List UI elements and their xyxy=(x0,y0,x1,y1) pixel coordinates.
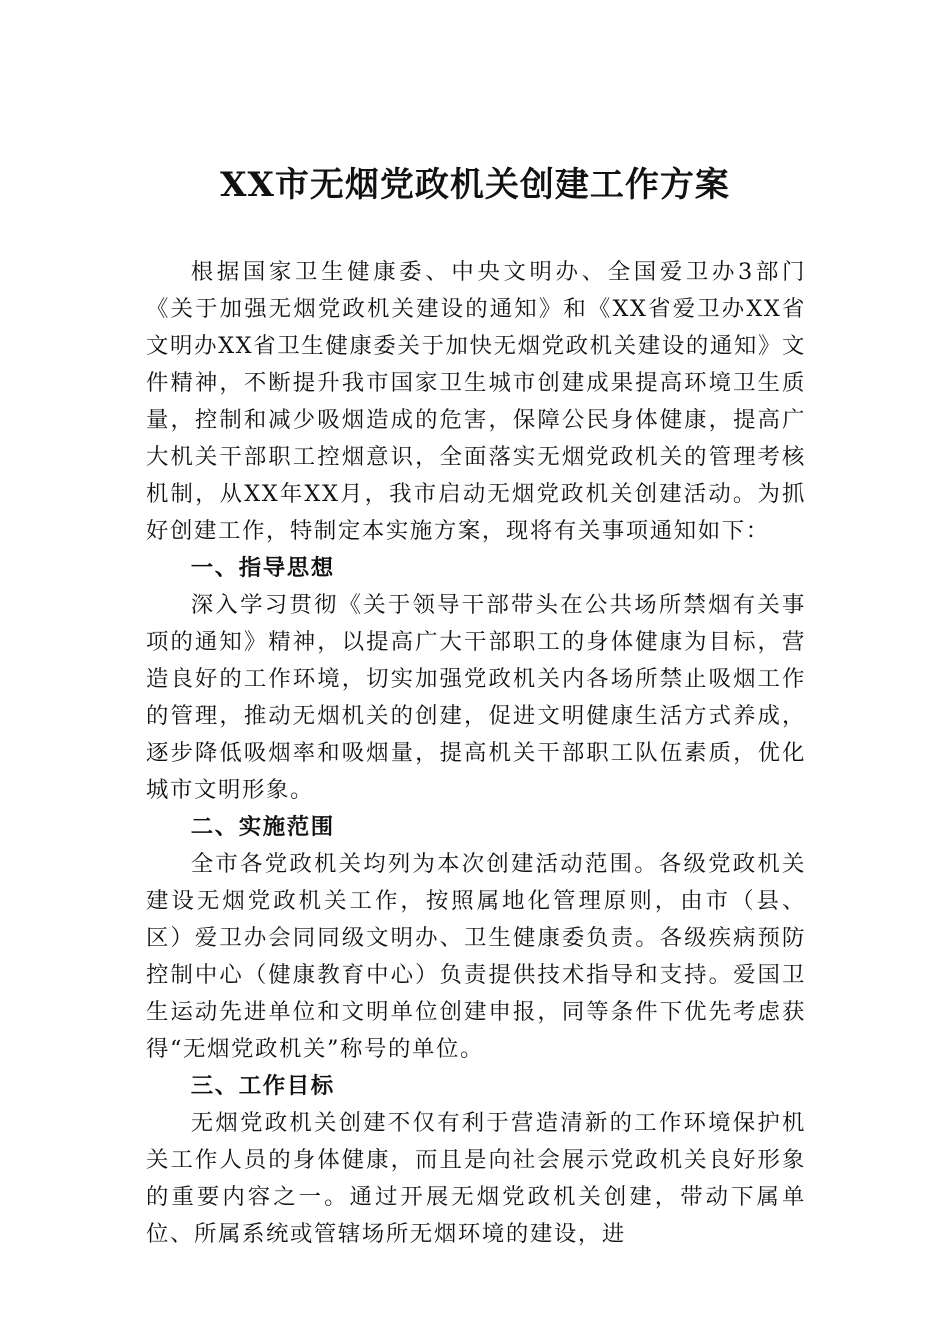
section-heading-guiding-ideology: 一、指导思想 xyxy=(190,555,335,581)
section-heading-scope: 二、实施范围 xyxy=(190,814,335,840)
section-paragraph-guiding-ideology: 深入学习贯彻《关于领导干部带头在公共场所禁烟有关事项的通知》精神，以提高广大干部职工的身体健康为目标，营造良好的工作环境，切实加强党政机关内各场所禁止吸烟工作的管理，推动无烟机关的创建，促进文明健康生活方式养成，逐步降低吸烟率和吸烟量，提高机关干部职工队伍素质，优化城市文明形象。 xyxy=(146,592,806,803)
document-title: XX市无烟党政机关创建工作方案 xyxy=(220,165,730,205)
section-paragraph-scope: 全市各党政机关均列为本次创建活动范围。各级党政机关建设无烟党政机关工作，按照属地化管理原则，由市（县、区）爱卫办会同同级文明办、卫生健康委负责。各级疾病预防控制中心（健康教育中心）负责提供技术指导和支持。爱国卫生运动先进单位和文明单位创建申报，同等条件下优先考虑获得“无烟党政机关”称号的单位。 xyxy=(146,851,806,1062)
section-paragraph-work-goals: 无烟党政机关创建不仅有利于营造清新的工作环境保护机关工作人员的身体健康，而且是向社会展示党政机关良好形象的重要内容之一。通过开展无烟党政机关创建，带动下属单位、所属系统或管辖场所无烟环境的建设，进 xyxy=(146,1110,806,1247)
intro-paragraph: 根据国家卫生健康委、中央文明办、全国爱卫办3部门《关于加强无烟党政机关建设的通知》和《XX省爱卫办XX省文明办XX省卫生健康委关于加快无烟党政机关建设的通知》文件精神，不断提升我市国家卫生城市创建成果提高环境卫生质量，控制和减少吸烟造成的危害，保障公民身体健康，提高广大机关干部职工控烟意识，全面落实无烟党政机关的管理考核机制，从XX年XX月，我市启动无烟党政机关创建活动。为抓好创建工作，特制定本实施方案，现将有关事项通知如下： xyxy=(146,259,806,544)
document-body xyxy=(146,254,806,1253)
section-heading-work-goals: 三、工作目标 xyxy=(190,1073,335,1099)
